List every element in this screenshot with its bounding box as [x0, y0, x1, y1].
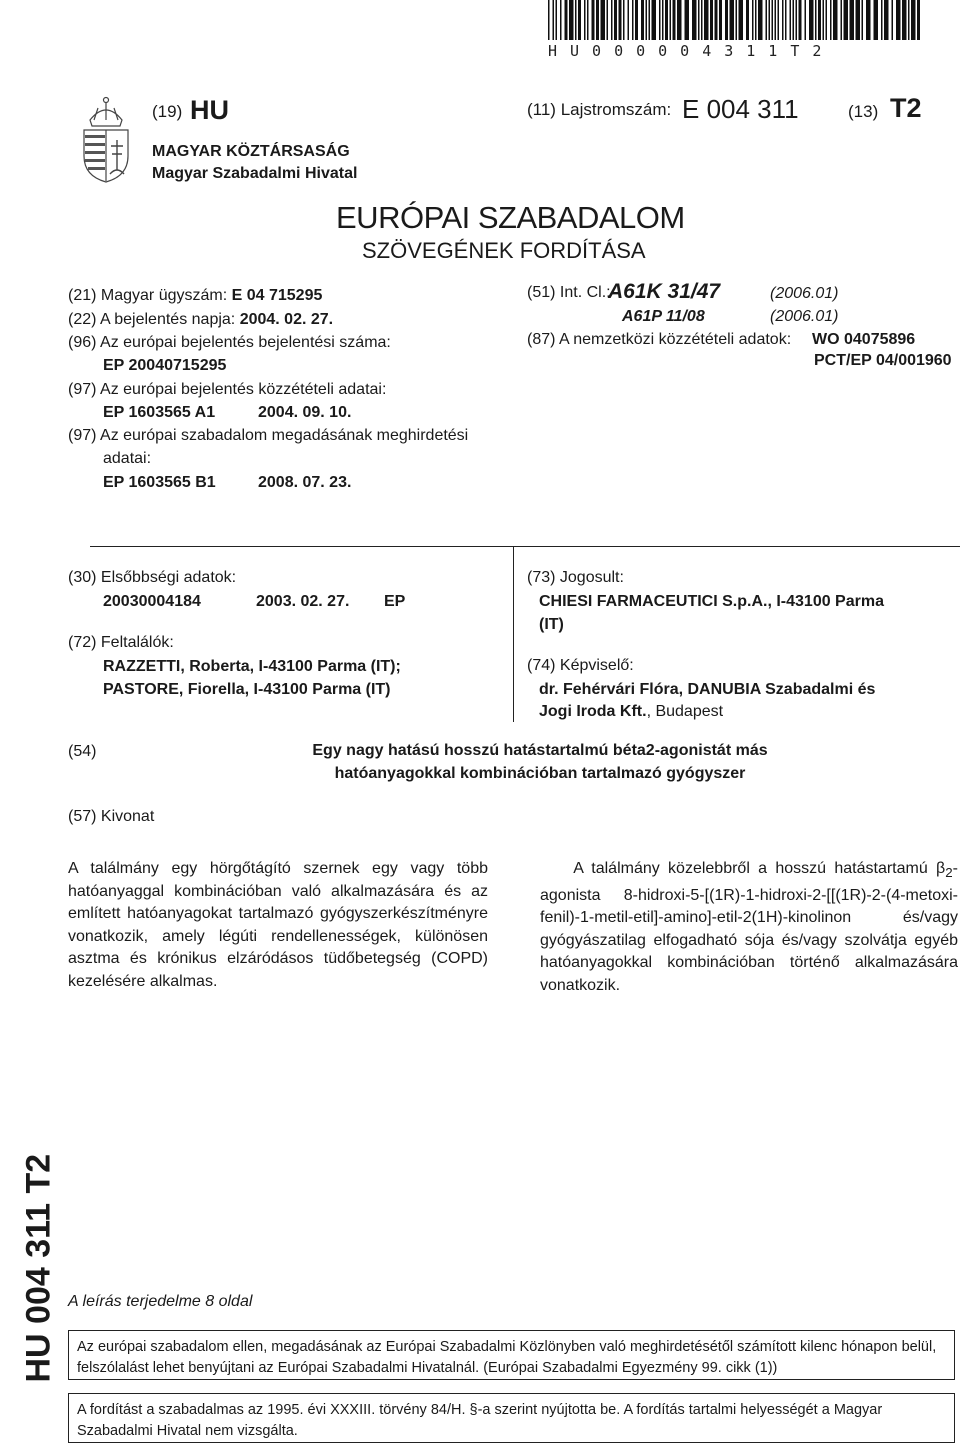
pages-note: A leírás terjedelme 8 oldal — [68, 1293, 253, 1310]
barcode-bar — [619, 0, 622, 40]
barcode-bar — [772, 0, 774, 40]
barcode-bar — [881, 0, 883, 40]
barcode-bar — [628, 0, 630, 40]
kind-code: T2 — [890, 93, 922, 123]
field-97a-date: 2004. 09. 10. — [258, 404, 352, 421]
intl-publication-label: (87) A nemzetközi közzétételi adatok: — [527, 331, 792, 348]
barcode-bar — [665, 0, 668, 40]
barcode-bar — [635, 0, 638, 40]
barcode-bar — [778, 0, 780, 40]
barcode-bar — [769, 0, 771, 40]
barcode-bar — [752, 0, 754, 40]
inventors-label: (72) Feltalálók: — [68, 634, 174, 651]
barcode-bar — [685, 0, 690, 40]
barcode-bar — [841, 0, 843, 40]
abstract-right-subscript: 2 — [945, 865, 953, 881]
intl-publication-pct: PCT/EP 04/001960 — [814, 352, 952, 369]
ipc-class-2-version: (2006.01) — [770, 308, 839, 325]
proprietor-line2: (IT) — [539, 616, 564, 633]
barcode-bar — [611, 0, 613, 40]
barcode-bar — [815, 0, 817, 40]
barcode-bar — [584, 0, 586, 40]
barcode-bar — [548, 0, 550, 40]
barcode-bar — [607, 0, 609, 40]
barcode-bar — [799, 0, 802, 40]
inventor-1: RAZZETTI, Roberta, I-43100 Parma (IT); — [103, 658, 401, 675]
proprietor-line1: CHIESI FARMACEUTICI S.p.A., I-43100 Parma — [539, 593, 884, 610]
barcode-bar — [704, 0, 709, 40]
barcode-bar — [902, 0, 907, 40]
section-divider — [90, 546, 960, 547]
barcode-bar — [649, 0, 651, 40]
inventor-2: PASTORE, Fiorella, I-43100 Parma (IT) — [103, 681, 391, 698]
field-21-label: (21) Magyar ügyszám: — [68, 287, 228, 304]
barcode-bar — [818, 0, 821, 40]
barcode-bar — [670, 0, 672, 40]
barcode-bar — [850, 0, 855, 40]
abstract-right-pre: A találmány közelebbről a hosszú hatástartamú β — [573, 860, 946, 877]
barcode-bar — [830, 0, 832, 40]
barcode-bar — [646, 0, 648, 40]
barcode-bar — [575, 0, 577, 40]
barcode-bar — [662, 0, 664, 40]
representative-firm: Jogi Iroda Kft. — [539, 703, 647, 720]
barcode-bar — [766, 0, 768, 40]
field-21-value: E 04 715295 — [231, 287, 323, 304]
field-22-label: (22) A bejelentés napja: — [68, 311, 236, 328]
proprietor-label: (73) Jogosult: — [527, 569, 624, 586]
barcode-bar — [866, 0, 871, 40]
barcode-bar — [862, 0, 864, 40]
barcode-bar — [730, 0, 735, 40]
priority-label: (30) Elsőbbségi adatok: — [68, 569, 237, 586]
field-21 — [68, 284, 322, 308]
barcode-bar — [758, 0, 763, 40]
barcode-bar — [569, 0, 574, 40]
barcode-bar — [652, 0, 657, 40]
barcode-bar — [884, 0, 889, 40]
document-title: EURÓPAI SZABADALOM — [336, 200, 685, 235]
barcode-bar — [874, 0, 879, 40]
field-97b-date: 2008. 07. 23. — [258, 474, 352, 491]
barcode-bar — [746, 0, 749, 40]
field-97a-label: (97) Az európai bejelentés közzétételi adatai: — [68, 381, 387, 398]
barcode-bar — [896, 0, 901, 40]
ipc-label: (51) Int. Cl.: — [527, 284, 611, 301]
barcode-text: HU000004311T2 — [548, 42, 835, 60]
field-96-label: (96) Az európai bejelentés bejelentési száma: — [68, 334, 391, 351]
invention-title-line2: hatóanyagokkal kombinációban tartalmazó gyógyszer — [334, 764, 746, 782]
barcode-bar — [719, 0, 722, 40]
barcode-bar — [614, 0, 617, 40]
barcode-bar — [565, 0, 568, 40]
barcode-bar — [736, 0, 738, 40]
barcode-bar — [601, 0, 606, 40]
barcode-bar — [775, 0, 777, 40]
field-22-value: 2004. 02. 27. — [239, 311, 334, 328]
barcode-bar — [790, 0, 792, 40]
barcode-bar — [725, 0, 728, 40]
ipc-class-1-version: (2006.01) — [770, 285, 839, 302]
barcode-bar — [908, 0, 910, 40]
representative-city: , Budapest — [646, 703, 724, 720]
country-code-label: (19) — [152, 102, 183, 121]
priority-date: 2003. 02. 27. — [256, 593, 350, 610]
registration-number: E 004 311 — [682, 94, 799, 124]
opposition-note: Az európai szabadalom ellen, megadásának az Európai Szabadalmi Közlönyben való meghirdetésétől számított kilenc hónapon belül, felszólalást lehet benyújtani az Európai Szabadalmi Hivatalnál. (Európai Szabadalmi Egyezmény 99. cikk (1)) — [68, 1330, 955, 1380]
barcode-bar — [782, 0, 784, 40]
intl-publication-wo: WO 04075896 — [812, 331, 916, 348]
barcode-bar — [911, 0, 916, 40]
barcode-bar — [592, 0, 595, 40]
barcode-bar — [641, 0, 644, 40]
field-97b-label-line1: (97) Az európai szabadalom megadásának meghirdetési — [68, 427, 469, 444]
barcode-bar — [793, 0, 795, 40]
field-97b-label-line2: adatai: — [103, 450, 152, 467]
priority-number: 20030004184 — [103, 593, 201, 610]
barcode-bar — [596, 0, 599, 40]
document-subtitle: SZÖVEGÉNEK FORDÍTÁSA — [362, 238, 646, 263]
barcode-bar — [805, 0, 807, 40]
barcode-bar — [785, 0, 787, 40]
barcode-bar — [809, 0, 814, 40]
barcode-bar — [710, 0, 713, 40]
barcode-bar — [701, 0, 703, 40]
side-publication-number: HU 004 311 T2 — [19, 1153, 58, 1383]
field-97b-value: EP 1603565 B1 — [103, 474, 216, 491]
barcode-bar — [632, 0, 634, 40]
representative-label: (74) Képviselő: — [527, 657, 634, 674]
barcode-bar — [673, 0, 676, 40]
invention-title — [200, 740, 880, 785]
barcode-bar — [856, 0, 861, 40]
barcode-bar — [560, 0, 562, 40]
barcode-bar — [578, 0, 581, 40]
abstract-right-paragraph — [540, 858, 958, 997]
barcode-bar — [739, 0, 744, 40]
column-divider — [513, 546, 514, 722]
hungarian-coat-of-arms-icon — [76, 94, 136, 184]
barcode — [548, 0, 920, 40]
barcode-bar — [826, 0, 828, 40]
barcode-bar — [755, 0, 757, 40]
barcode-bar — [715, 0, 718, 40]
field-96-value: EP 20040715295 — [103, 357, 227, 374]
representative-line1: dr. Fehérvári Flóra, DANUBIA Szabadalmi és — [539, 681, 876, 698]
barcode-bar — [677, 0, 682, 40]
barcode-bar — [623, 0, 625, 40]
ipc-class-1: A61K 31/47 — [608, 280, 721, 303]
barcode-bar — [833, 0, 838, 40]
barcode-bar — [587, 0, 589, 40]
country-code: HU — [190, 95, 229, 125]
barcode-bar — [698, 0, 700, 40]
barcode-bar — [659, 0, 661, 40]
barcode-bar — [796, 0, 798, 40]
priority-country: EP — [384, 593, 406, 610]
country-name: MAGYAR KÖZTÁRSASÁG — [152, 143, 350, 160]
translation-note: A fordítást a szabadalmas az 1995. évi XXXIII. törvény 84/H. §-a szerint nyújtotta be. A fordítás tartalmi helyességét a Magyar Szabadalmi Hivatal nem vizsgálta. — [68, 1393, 955, 1443]
office-name: Magyar Szabadalmi Hivatal — [152, 165, 358, 182]
ipc-class-2: A61P 11/08 — [622, 308, 705, 325]
barcode-bar — [844, 0, 849, 40]
abstract-right-post: -agonista 8-hidroxi-5-[(1R)-1-hidroxi-2-[[(1R)-2-(4-metoxi-fenil)-1-metil-etil]-amino]-etil-2(1H)-kinolinon és/vagy gyógyászatilag elfogadható sója és/vagy szolvátja egyéb hatóanyagokkal kombinációban történő alkalmazására vonatkozik. — [540, 860, 958, 994]
abstract-left-paragraph: A találmány egy hörgőtágító szernek egy vagy több hatóanyaggal kombinációban való alkalmazására és az említett hatóanyagokat tartalmazó gyógyszerkészítményre vonatkozik, amely légúti rendellenességek, különösen asztma és krónikus elzáródásos tüdőbetegség (COPD) kezelésére alkalmas. — [68, 860, 488, 990]
barcode-bar — [892, 0, 894, 40]
barcode-bar — [917, 0, 920, 40]
barcode-bar — [553, 0, 555, 40]
barcode-bar — [823, 0, 825, 40]
representative-line2 — [539, 700, 723, 724]
field-97a-value: EP 1603565 A1 — [103, 404, 216, 421]
invention-title-line1: Egy nagy hatású hosszú hatástartalmú béta2-agonistát más — [312, 742, 768, 759]
barcode-bar — [556, 0, 558, 40]
barcode-bar — [692, 0, 697, 40]
title-code: (54) — [68, 743, 97, 760]
field-22 — [68, 308, 333, 332]
kind-code-label: (13) — [848, 102, 879, 121]
abstract-label: (57) Kivonat — [68, 808, 155, 825]
registration-label: (11) Lajstromszám: — [527, 100, 672, 119]
